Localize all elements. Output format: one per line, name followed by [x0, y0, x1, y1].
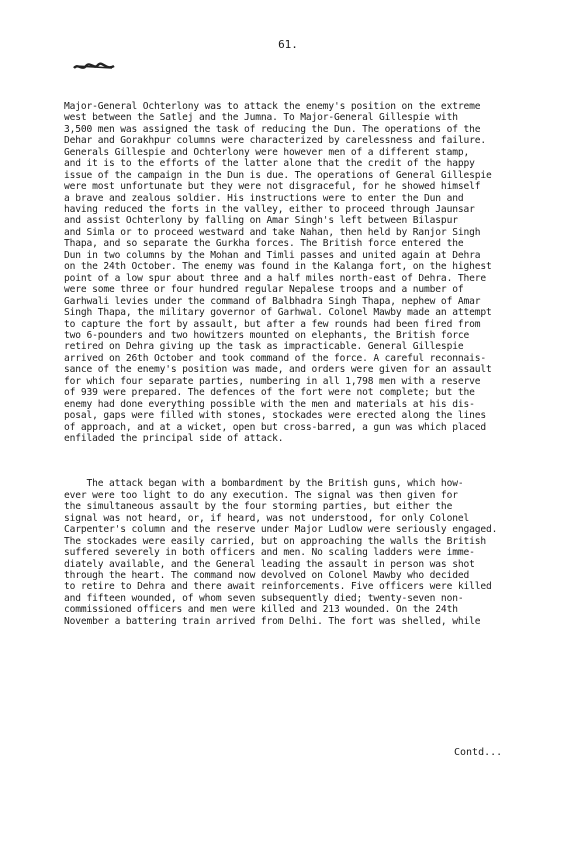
text-line: enfiladed the principal side of attack.	[64, 433, 284, 445]
text-line: posal, gaps were filled with stones, stockades were erected along the lines	[64, 410, 486, 422]
text-line: issue of the campaign in the Dun is due. The operations of General Gillespie	[64, 169, 492, 181]
text-line: a brave and zealous soldier. His instructions were to enter the Dun and	[64, 192, 464, 204]
text-line: of 939 were prepared. The defences of the fort were not complete; but the	[64, 387, 475, 399]
text-line: sance of the enemy's position was made, and orders were given for an assault	[64, 364, 492, 376]
text-line: were some three or four hundred regular Nepalese troops and a number of	[64, 284, 464, 296]
text-line: retired on Dehra giving up the task as impracticable. General Gillespie	[64, 341, 464, 353]
body-text	[64, 78, 534, 650]
text-line: arrived on 26th October and took command of the force. A careful reconnais-	[64, 352, 486, 364]
text-line: Singh Thapa, the military governor of Garhwal. Colonel Mawby made an attempt	[64, 307, 492, 319]
text-line: ever were too light to do any execution. The signal was then given for	[64, 489, 458, 501]
text-line: west between the Satlej and the Jumna. To Major-General Gillespie with	[64, 112, 458, 124]
paragraph-1	[64, 101, 534, 445]
text-line: the simultaneous assault by the four storming parties, but either the	[64, 501, 453, 513]
text-line: and Simla or to proceed westward and take Nahan, then held by Ranjor Singh	[64, 226, 481, 238]
ink-scribble-mark	[72, 62, 116, 72]
text-line: and it is to the efforts of the latter alone that the credit of the happy	[64, 158, 475, 170]
text-line: Garhwali levies under the command of Balbhadra Singh Thapa, nephew of Amar	[64, 295, 481, 307]
text-line: for which four separate parties, numbering in all 1,798 men with a reserve	[64, 375, 481, 387]
text-line: and assist Ochterlony by falling on Amar Singh's left between Bilaspur	[64, 215, 458, 227]
text-line: two 6-pounders and two howitzers mounted on elephants, the British force	[64, 329, 470, 341]
text-line: commissioned officers and men were killed and 213 wounded. On the 24th	[64, 604, 458, 616]
text-line: were most unfortunate but they were not disgraceful, for he showed himself	[64, 181, 481, 193]
text-line: on the 24th October. The enemy was found in the Kalanga fort, on the highest	[64, 261, 492, 273]
text-line: Thapa, and so separate the Gurkha forces. The British force entered the	[64, 238, 464, 250]
text-line: Dun in two columns by the Mohan and Timli passes and united again at Dehra	[64, 249, 481, 261]
paragraph-2	[64, 478, 534, 627]
text-line: 3,500 men was assigned the task of reducing the Dun. The operations of the	[64, 123, 481, 135]
text-line: The stockades were easily carried, but on approaching the walls the British	[64, 535, 486, 547]
text-line: through the heart. The command now devolved on Colonel Mawby who decided	[64, 570, 470, 582]
text-line: of approach, and at a wicket, open but cross-barred, a gun was which placed	[64, 421, 486, 433]
text-line: to capture the fort by assault, but after a few rounds had been fired from	[64, 318, 481, 330]
text-line: signal was not heard, or, if heard, was not understood, for only Colonel	[64, 512, 470, 524]
text-line: diately available, and the General leading the assault in person was shot	[64, 558, 475, 570]
text-line: and fifteen wounded, of whom seven subsequently died; twenty-seven non-	[64, 592, 464, 604]
text-line: The attack began with a bombardment by the British guns, which how-	[64, 478, 464, 490]
text-line: having reduced the forts in the valley, either to proceed through Jaunsar	[64, 203, 475, 215]
text-line: Dehar and Gorakhpur columns were characterized by carelessness and failure.	[64, 135, 486, 147]
text-line: to retire to Dehra and there await reinforcements. Five officers were killed	[64, 581, 492, 593]
page-number: 61.	[278, 38, 298, 51]
continued-note: Contd...	[454, 747, 503, 758]
text-line: Major-General Ochterlony was to attack the enemy's position on the extreme	[64, 100, 481, 112]
text-line: point of a low spur about three and a half miles north-east of Dehra. There	[64, 272, 486, 284]
text-line: Generals Gillespie and Ochterlony were however men of a different stamp,	[64, 146, 470, 158]
text-line: suffered severely in both officers and men. No scaling ladders were imme-	[64, 547, 475, 559]
text-line: Carpenter's column and the reserve under Major Ludlow were seriously engaged.	[64, 524, 498, 536]
text-line: November a battering train arrived from Delhi. The fort was shelled, while	[64, 615, 481, 627]
text-line: enemy had done everything possible with the men and materials at his dis-	[64, 398, 475, 410]
